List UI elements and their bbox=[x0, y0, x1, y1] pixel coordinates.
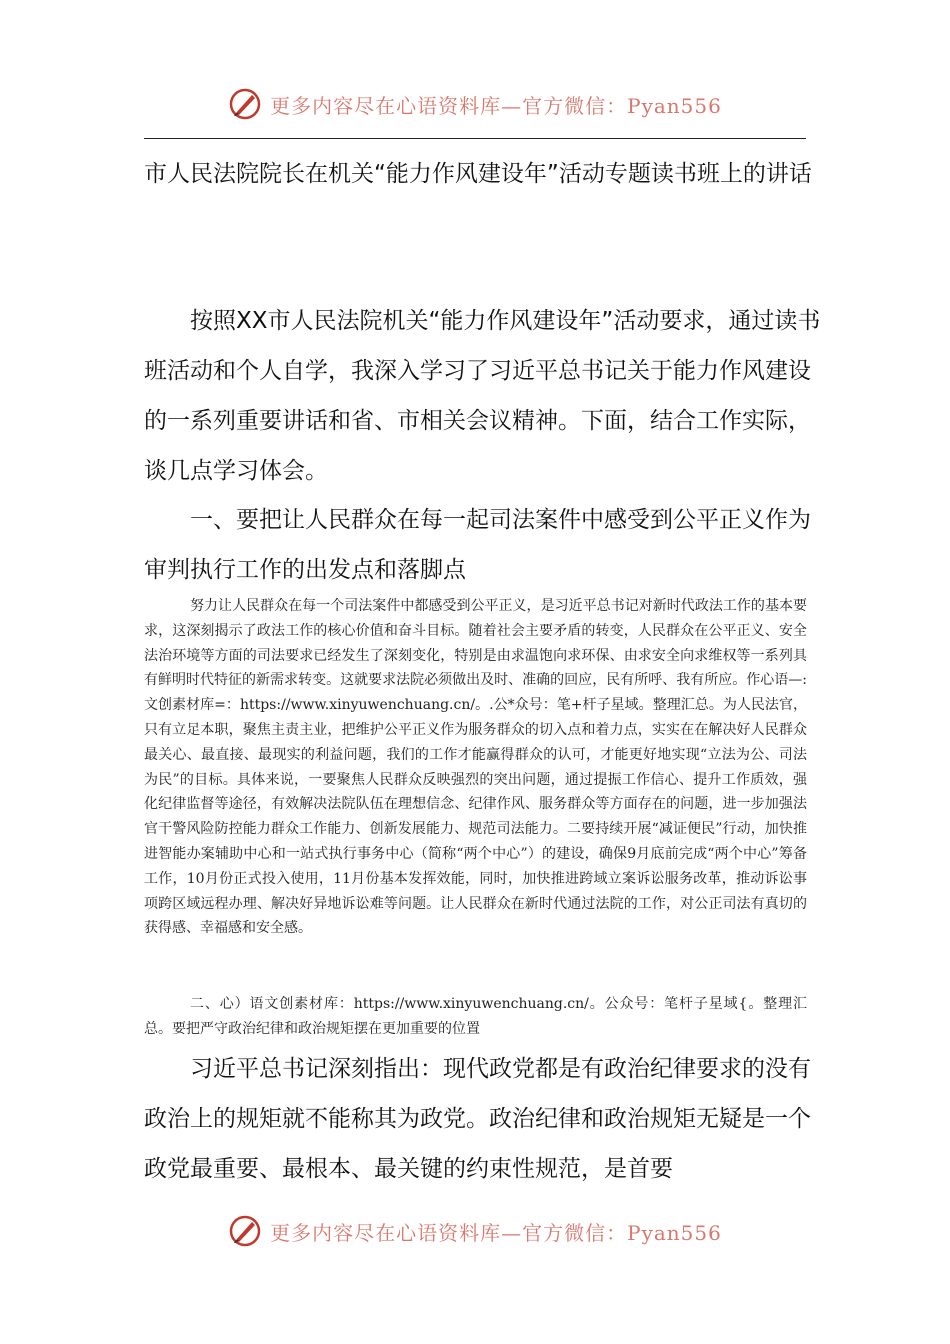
section-1-heading: 一、要把让人民群众在每一起司法案件中感受到公平正义作为审判执行工作的出发点和落脚点 bbox=[144, 507, 811, 583]
banner-text: 更多内容尽在心语资料库—官方微信：Pyan556 bbox=[270, 1220, 722, 1245]
section-2-body: 习近平总书记深刻指出：现代政党都是有政治纪律要求的没有政治上的规矩就不能称其为政党。政治纪律和政治规矩无疑是一个政党最重要、最根本、最关键的约束性规范，是首要 bbox=[144, 1056, 811, 1182]
section-2-heading: 二、心）语文创素材库：https://www.xinyuwenchuang.cn/。公众号：笔杆子星域{。整理汇总。要把严守政治纪律和政治规矩摆在更加重要的位置 bbox=[144, 996, 807, 1037]
banner-text: 更多内容尽在心语资料库—官方微信：Pyan556 bbox=[270, 93, 722, 118]
brush-logo-icon bbox=[228, 87, 262, 121]
footer-watermark-banner bbox=[0, 1211, 950, 1251]
section-1-body: 努力让人民群众在每一个司法案件中都感受到公平正义，是习近平总书记对新时代政法工作的基本要求，这深刻揭示了政法工作的核心价值和奋斗目标。随着社会主要矛盾的转变，人民群众在公平正义、安全法治环境等方面的司法要求已经发生了深刻变化，特别是由求温饱向求环保、由求安全向求维权等一系列具有鲜明时代特征的新需求转变。这就要求法院必须做出及时、准确的回应，民有所呼、我有所应。作心语—:文创素材库=：https://www.xinyuwenchuang.cn/。.公*众号：笔+杆子星域。整理汇总。为人民法官，只有立足本职，聚焦主责主业，把维护公平正义作为服务群众的切入点和着力点，实实在在解决好人民群众最关心、最直接、最现实的利益问题，我们的工作才能赢得群众的认可，才能更好地实现“立法为公、司法为民”的目标。具体来说，一要聚焦人民群众反映强烈的突出问题，通过提振工作信心、提升工作质效，强化纪律监督等途径，有效解决法院队伍在理想信念、纪律作风、服务群众等方面存在的问题，进一步加强法官干警风险防控能力群众工作能力、创新发展能力、规范司法能力。二要持续开展“减证便民”行动，加快推进智能办案辅助中心和一站式执行事务中心（简称“两个中心”）的建设，确保9月底前完成“两个中心”筹备工作，10月份正式投入使用，11月份基本发挥效能，同时，加快推进跨域立案诉讼服务改革，推动诉讼事项跨区域远程办理、解决好异地诉讼难等问题。让人民群众在新时代通过法院的工作，对公正司法有真切的获得感、幸福感和安全感。 bbox=[144, 598, 807, 937]
brush-logo-icon bbox=[228, 1214, 262, 1248]
document-title: 市人民法院院长在机关“能力作风建设年”活动专题读书班上的讲话 bbox=[144, 161, 812, 187]
header-watermark-banner bbox=[0, 84, 950, 124]
intro-paragraph: 按照XX市人民法院机关“能力作风建设年”活动要求，通过读书班活动和个人自学，我深入学习了习近平总书记关于能力作风建设的一系列重要讲话和省、市相关会议精神。下面，结合工作实际，谈几点学习体会。 bbox=[144, 308, 821, 484]
header-divider bbox=[144, 138, 806, 139]
